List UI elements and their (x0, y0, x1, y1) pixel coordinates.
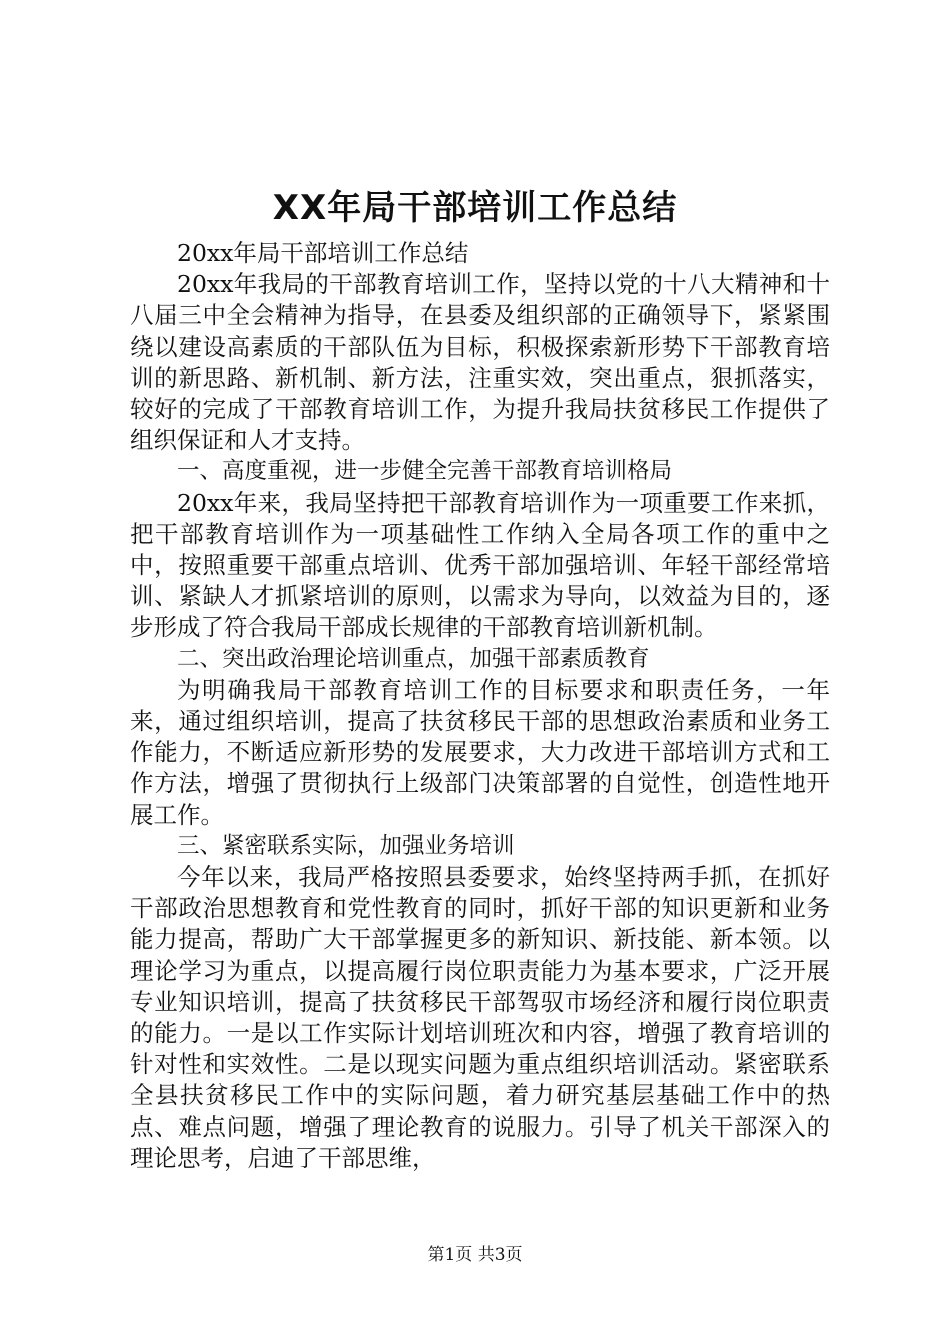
section-3-heading: 三、紧密联系实际，加强业务培训 (177, 832, 515, 859)
section-2-heading: 二、突出政治理论培训重点，加强干部素质教育 (177, 645, 650, 672)
intro-paragraph: 20xx年我局的干部教育培训工作，坚持以党的十八大精神和十八届三中全会精神为指导，在县委及组织部的正确领导下，紧紧围绕以建设高素质的干部队伍为目标，积极探索新形势下干部教育培训的新思路、新机制、新方法，注重实效，突出重点，狠抓落实，较好的完成了干部教育培训工作，为提升我局扶贫移民工作提供了组织保证和人才支持。 (130, 270, 830, 455)
page-number-footer: 第1页 共3页 (427, 1245, 523, 1265)
section-3-paragraph: 今年以来，我局严格按照县委要求，始终坚持两手抓，在抓好干部政治思想教育和党性教育的同时，抓好干部的知识更新和业务能力提高，帮助广大干部掌握更多的新知识、新技能、新本领。以理论学习为重点，以提高履行岗位职责能力为基本要求，广泛开展专业知识培训，提高了扶贫移民干部驾驭市场经济和履行岗位职责的能力。一是以工作实际计划培训班次和内容，增强了教育培训的针对性和实效性。二是以现实问题为重点组织培训活动。紧密联系全县扶贫移民工作中的实际问题，着力研究基层基础工作中的热点、难点问题，增强了理论教育的说服力。引导了机关干部深入的理论思考，启迪了干部思维， (130, 863, 830, 1172)
section-1-paragraph: 20xx年来，我局坚持把干部教育培训作为一项重要工作来抓，把干部教育培训作为一项基础性工作纳入全局各项工作的重中之中，按照重要干部重点培训、优秀干部加强培训、年轻干部经常培训、紧缺人才抓紧培训的原则，以需求为导向，以效益为目的，逐步形成了符合我局干部成长规律的干部教育培训新机制。 (130, 488, 830, 642)
section-2-paragraph: 为明确我局干部教育培训工作的目标要求和职责任务，一年来，通过组织培训，提高了扶贫移民干部的思想政治素质和业务工作能力，不断适应新形势的发展要求，大力改进干部培训方式和工作方法，增强了贯彻执行上级部门决策部署的自觉性，创造性地开展工作。 (130, 675, 830, 829)
section-1-heading: 一、高度重视，进一步健全完善干部教育培训格局 (177, 458, 673, 485)
document-title: XX年局干部培训工作总结 (272, 188, 678, 228)
subtitle-line: 20xx年局干部培训工作总结 (177, 239, 469, 267)
document-body (130, 238, 830, 1174)
